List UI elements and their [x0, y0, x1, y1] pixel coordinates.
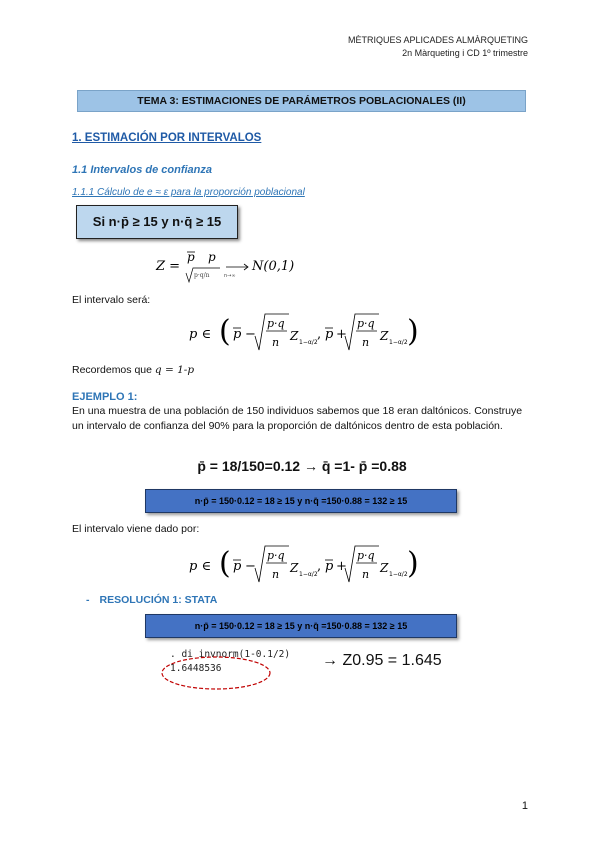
svg-text:1−α/2: 1−α/2	[299, 571, 318, 578]
svg-text:Z: Z	[290, 329, 299, 343]
resolucion-label: RESOLUCIÓN 1: STATA	[99, 594, 218, 606]
bullet-dash: -	[86, 594, 90, 606]
svg-text:p: p	[233, 327, 242, 342]
z-formula	[150, 246, 300, 286]
svg-text:p·q/n: p·q/n	[194, 272, 210, 279]
svg-text:−: −	[245, 559, 256, 574]
interval-formula-2	[185, 540, 425, 590]
svg-text:,: ,	[317, 327, 322, 342]
svg-text:p: p	[187, 250, 195, 264]
svg-text:n→∞: n→∞	[224, 273, 236, 279]
resolucion-heading	[86, 594, 217, 606]
recordemos-note	[72, 363, 532, 378]
interval-given: El intervalo viene dado por:	[72, 523, 200, 535]
recordemos-formula: q = 1-p	[154, 364, 195, 376]
header-line-1: MÈTRIQUES APLICADES ALMÀRQUETING	[347, 35, 528, 45]
svg-text:−: −	[245, 327, 256, 342]
recordemos-prefix: Recordemos que	[72, 364, 155, 376]
interval-intro: El intervalo será:	[72, 294, 151, 306]
svg-text:+: +	[336, 327, 347, 342]
svg-text:Z: Z	[380, 561, 389, 575]
svg-text:p: p	[233, 559, 242, 574]
page-title: TEMA 3: ESTIMACIONES DE PARÁMETROS POBLACIONALES (II)	[77, 90, 526, 112]
svg-text:1−α/2: 1−α/2	[389, 339, 408, 346]
stata-output: 1.6448536	[170, 663, 222, 674]
svg-text:n: n	[362, 568, 370, 581]
svg-text:1−α/2: 1−α/2	[299, 339, 318, 346]
svg-text:n: n	[272, 568, 280, 581]
svg-text:+: +	[336, 559, 347, 574]
section-heading-1-1: 1.1 Intervalos de confianza	[72, 164, 212, 176]
svg-text:(: (	[219, 314, 231, 349]
svg-text:Z: Z	[290, 561, 299, 575]
svg-text:): )	[407, 546, 419, 581]
example-title: EJEMPLO 1:	[72, 391, 138, 403]
svg-text:p·q: p·q	[357, 317, 375, 330]
example-text: En una muestra de una población de 150 individuos sabemos que 18 eran daltónicos. Construye un intervalo de confianza del 90% para la proporción de daltónicos dentro de esta población.	[72, 405, 523, 432]
section-heading-1-1-1: 1.1.1 Cálculo de e ≈ ε para la proporción poblacional	[72, 187, 305, 198]
svg-text:p·q: p·q	[267, 317, 285, 330]
svg-text:p ∈: p ∈	[189, 327, 212, 342]
svg-text:(: (	[219, 546, 231, 581]
svg-text:n: n	[362, 336, 370, 349]
z-formula-lhs: Z =	[156, 259, 181, 274]
svg-text:): )	[407, 314, 419, 349]
svg-text:p: p	[325, 327, 334, 342]
header-course	[348, 34, 528, 60]
svg-text:1−α/2: 1−α/2	[389, 571, 408, 578]
check-box-2: n·p̄ = 150·0.12 = 18 ≥ 15 y n·q̄ =150·0.88 = 132 ≥ 15	[145, 614, 457, 638]
interval-formula-1	[185, 308, 425, 358]
svg-text:p: p	[208, 250, 216, 264]
svg-text:,: ,	[317, 559, 322, 574]
svg-text:p·q: p·q	[267, 549, 285, 562]
result-line: p̄ = 18/150=0.12 → q̄ =1- p̄ =0.88	[197, 458, 407, 474]
highlight-circle	[160, 654, 272, 692]
z-formula-limit: N(0,1)	[252, 259, 295, 274]
z-result: → Z0.95 = 1.645	[322, 652, 442, 669]
svg-text:p ∈: p ∈	[189, 559, 212, 574]
header-line-2: 2n Màrqueting i CD 1º trimestre	[402, 48, 528, 58]
check-box-1: n·p̄ = 150·0.12 = 18 ≥ 15 y n·q̄ =150·0.88 = 132 ≥ 15	[145, 489, 457, 513]
svg-text:Z: Z	[380, 329, 389, 343]
stata-command: . di invnorm(1-0.1/2)	[170, 649, 291, 660]
section-heading-1: 1. ESTIMACIÓN POR INTERVALOS	[72, 132, 262, 144]
condition-box: Si n·p̄ ≥ 15 y n·q̄ ≥ 15	[76, 205, 238, 239]
svg-text:n: n	[272, 336, 280, 349]
svg-text:p·q: p·q	[357, 549, 375, 562]
page-number: 1	[521, 800, 528, 812]
svg-text:p: p	[325, 559, 334, 574]
